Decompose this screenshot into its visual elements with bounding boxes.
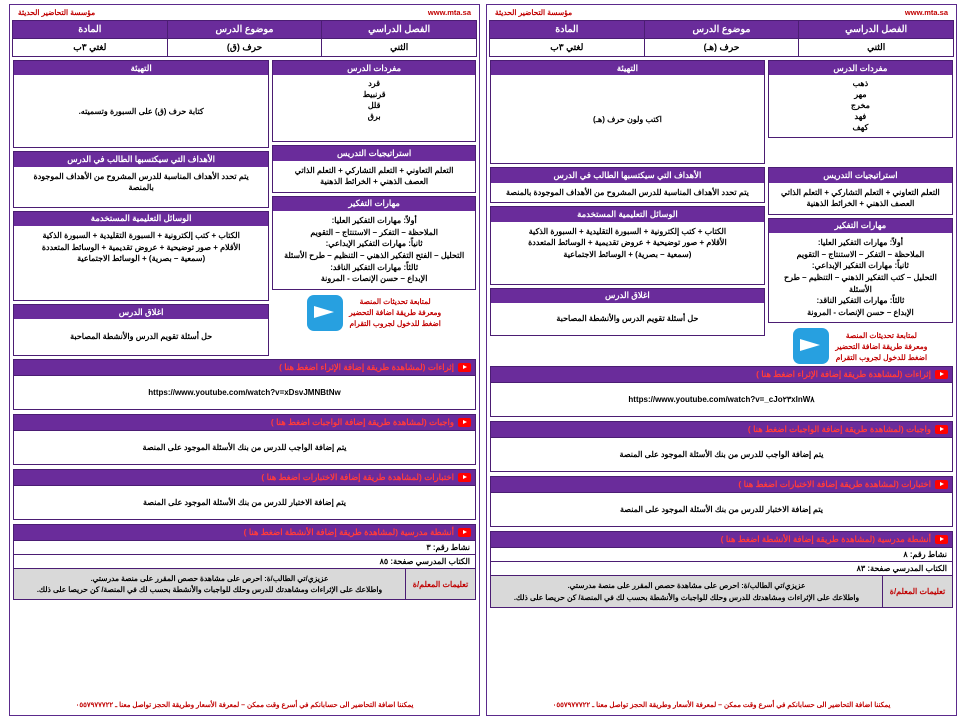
play-icon[interactable] xyxy=(458,473,471,482)
vocab-word: مهر xyxy=(854,90,867,100)
value-subject: لغتي ٣ب xyxy=(13,39,168,57)
vocab-title: مفردات الدرس xyxy=(769,61,952,75)
header-subject: المادة xyxy=(490,21,645,39)
vocab-box xyxy=(272,60,476,142)
site-url[interactable]: www.mta.sa xyxy=(904,8,948,17)
right-stack xyxy=(490,167,765,338)
header-subject: المادة xyxy=(13,21,168,39)
tahyia-title: التهيئة xyxy=(491,61,764,75)
sheet-footer: يمكننا اضافة التحاضير الى حسابانكم في أسرع وقت ممكن – لمعرفة الأسعار وطريقة الحجز تواصل معنا ـ ٠٥٥٧٩٧٧٧٢٢ xyxy=(552,702,891,710)
tests-header[interactable] xyxy=(490,476,953,493)
vocab-word: ذهب xyxy=(852,79,869,89)
strategies-box xyxy=(768,167,953,215)
teacher-instructions-label: تعليمات المعلم/ة xyxy=(405,569,475,600)
play-icon[interactable] xyxy=(935,535,948,544)
media-box xyxy=(490,206,765,284)
goals-body: يتم تحدد الأهداف المناسبة للدرس المشروح من الأهداف الموجودة بالمنصة xyxy=(33,171,249,193)
telegram-line-2: ومعرفة طريقة اضافة التحضير xyxy=(349,308,442,318)
activities-title: أنشطة مدرسية (لمشاهدة طريقة إضافة الأنشطة اضغط هنا ) xyxy=(720,534,931,545)
activity-page: الكتاب المدرسي صفحة: ٨٥ xyxy=(379,556,470,566)
tests-body: يتم إضافة الاختبار للدرس من بنك الأسئلة الموجود على المنصة xyxy=(490,493,953,527)
table-header-row xyxy=(13,21,477,39)
vocab-words xyxy=(769,75,952,137)
tahyia-body: اكتب ولون حرف (هـ) xyxy=(593,114,662,124)
tests-section xyxy=(490,476,953,527)
vocab-box xyxy=(768,60,953,138)
spacer xyxy=(13,604,476,698)
sheet-footer: يمكننا اضافة التحاضير الى حسابانكم في أسرع وقت ممكن – لمعرفة الأسعار وطريقة الحجز تواصل معنا ـ ٠٥٥٧٩٧٧٧٢٢ xyxy=(75,702,414,710)
table-value-row xyxy=(490,39,954,57)
goals-body: يتم تحدد الأهداف المناسبة للدرس المشروح من الأهداف الموجودة بالمنصة xyxy=(505,187,749,197)
closing-body: حل أسئلة تقويم الدرس والأنشطة المصاحبة xyxy=(70,332,213,342)
vocab-column xyxy=(768,60,953,141)
thinking-title: مهارات التفكير xyxy=(273,197,475,211)
org-name: مؤسسة التحاضير الحديثة xyxy=(18,8,96,17)
tahyia-body: كتابة حرف (ق) على السبورة وتسميته. xyxy=(78,106,204,116)
vocab-word: قرد xyxy=(368,79,381,89)
media-box xyxy=(13,211,269,301)
media-title: الوسائل التعليمية المستخدمة xyxy=(14,212,268,226)
header-lesson: موضوع الدرس xyxy=(644,21,799,39)
closing-box xyxy=(13,304,269,356)
homework-header[interactable] xyxy=(490,421,953,438)
activity-number: نشاط رقم: ٣ xyxy=(14,541,475,555)
teacher-instructions-label: تعليمات المعلم/ة xyxy=(882,576,952,607)
thinking-body: أولاً: مهارات التفكير العليا: الملاحظة – التفكر – الاستنتاج – التقويم ثانياً: مهارات التفكير الإبداعي: التحليل – الفتح التفكير الذهني – التنظيم – طرح الأسئلة ثالثاً: مهارات التفكير الناقد: الإبداع – حسن الإنصات - المرونة xyxy=(284,216,465,284)
teacher-instructions xyxy=(13,569,476,601)
vocab-column xyxy=(272,60,476,333)
goals-box xyxy=(13,151,269,207)
telegram-text xyxy=(835,330,927,364)
homework-body: يتم إضافة الواجب للدرس من بنك الأسئلة الموجود على المنصة xyxy=(13,431,476,465)
teacher-instructions-body: عزيزي/تي الطالب/ة: احرص على مشاهدة حصص المقرر على منصة مدرستي. واطلاعك على الإثراءات ومشاهدتك للدرس وحلك للواجبات والأنشطة بحسب لك في المنصة/ كن حريصا على ذلك. xyxy=(491,576,882,607)
enrichment-title: إثراءات (لمشاهدة طريقة إضافة الإثراء اضغط هنا ) xyxy=(756,369,931,380)
play-icon[interactable] xyxy=(458,528,471,537)
homework-section xyxy=(490,421,953,472)
thinking-box xyxy=(272,196,476,290)
vocab-word: فهد xyxy=(854,111,867,121)
thinking-body: أولاً: مهارات التفكير العليا: الملاحظة – التفكر – الاستنتاج – التقويم ثانياً: مهارات التفكير الإبداعي: التحليل – كتب التفكير الذهني – التنظيم – طرح الأسئلة ثالثاً: مهارات التفكير الناقد: الإبداع – حسن الإنصات - المرونة xyxy=(783,238,937,317)
telegram-line-1: لمتابعة تحديثات المنصة xyxy=(359,296,431,306)
play-icon[interactable] xyxy=(935,425,948,434)
activity-number: نشاط رقم: ٨ xyxy=(491,548,952,562)
tests-title: اختبارات (لمشاهدة طريقة إضافة الاختبارات اضغط هنا ) xyxy=(738,479,931,490)
enrichment-body[interactable]: https://www.youtube.com/watch?v=xDsvJMNBtNw xyxy=(13,376,476,410)
lesson-sheet-right xyxy=(486,4,957,716)
sheet-body xyxy=(489,57,954,713)
lesson-info-table xyxy=(12,20,477,57)
top-two-columns xyxy=(13,60,476,359)
strategies-box xyxy=(272,145,476,193)
vocab-title: مفردات الدرس xyxy=(273,61,475,75)
thinking-title: مهارات التفكير xyxy=(769,219,952,233)
homework-header[interactable] xyxy=(13,414,476,431)
play-icon[interactable] xyxy=(935,480,948,489)
vocab-word: برق xyxy=(367,111,381,121)
vocab-words xyxy=(273,75,475,141)
homework-title: واجبات (لمشاهدة طريقة إضافة الواجبات اضغط هنا ) xyxy=(270,416,454,427)
vocab-word: قلل xyxy=(367,100,381,110)
activities-lines xyxy=(490,548,953,576)
enrichment-section xyxy=(490,366,953,417)
sheet-top-bar xyxy=(489,7,954,20)
enrichment-header[interactable] xyxy=(490,366,953,383)
sheet-body xyxy=(12,57,477,713)
teacher-instructions-body: عزيزي/تي الطالب/ة: احرص على مشاهدة حصص المقرر على منصة مدرستي. واطلاعك على الإثراءات ومشاهدتك للدرس وحلك للواجبات والأنشطة بحسب لك في المنصة/ كن حريصا على ذلك. xyxy=(14,569,405,600)
media-body: الكتاب + كتب إلكترونية + السبورة التقليدية + السبورة الذكية الأقلام + صور توضيحية + عروض تقديمية + الوسائط المتعددة (سمعية – بصرية) + الوسائط الاجتماعية xyxy=(528,226,727,259)
strategies-body: التعلم التعاوني + التعلم التشاركي + التعلم الذاتي العصف الذهني + الخرائط الذهنية xyxy=(781,187,940,209)
lesson-info-table xyxy=(489,20,954,57)
closing-title: اغلاق الدرس xyxy=(491,289,764,303)
vocab-word: كهف xyxy=(852,122,869,132)
enrichment-title: إثراءات (لمشاهدة طريقة إضافة الإثراء اضغط هنا ) xyxy=(279,361,454,372)
strategies-title: استراتيجيات التدريس xyxy=(273,146,475,160)
tahyia-column xyxy=(490,60,765,167)
header-lesson: موضوع الدرس xyxy=(167,21,322,39)
telegram-line-1: لمتابعة تحديثات المنصة xyxy=(845,330,917,340)
play-icon[interactable] xyxy=(458,418,471,427)
telegram-block[interactable] xyxy=(768,326,953,366)
activity-page: الكتاب المدرسي صفحة: ٨٣ xyxy=(856,564,947,574)
teacher-instructions xyxy=(490,576,953,608)
org-name: مؤسسة التحاضير الحديثة xyxy=(495,8,573,17)
enrichment-body[interactable]: https://www.youtube.com/watch?v=_cJo۲۳xlnW۸ xyxy=(490,383,953,417)
right-column xyxy=(13,60,269,359)
lesson-sheet-left xyxy=(9,4,480,716)
vocab-word: مخرج xyxy=(850,100,870,110)
closing-title: اغلاق الدرس xyxy=(14,305,268,319)
value-lesson: حرف (هـ) xyxy=(644,39,799,57)
strategies-goals-row xyxy=(490,167,953,366)
table-header-row xyxy=(490,21,954,39)
tahyia-title: التهيئة xyxy=(14,61,268,75)
strategies-title: استراتيجيات التدريس xyxy=(769,168,952,182)
tests-title: اختبارات (لمشاهدة طريقة إضافة الاختبارات اضغط هنا ) xyxy=(261,471,454,482)
goals-title: الأهداف التي سيكتسبها الطالب في الدرس xyxy=(14,152,268,166)
site-url[interactable]: www.mta.sa xyxy=(427,8,471,17)
table-value-row xyxy=(13,39,477,57)
telegram-line-2: ومعرفة طريقة اضافة التحضير xyxy=(835,341,928,351)
enrichment-section xyxy=(13,359,476,410)
tests-body: يتم إضافة الاختبار للدرس من بنك الأسئلة الموجود على المنصة xyxy=(13,486,476,520)
left-stack xyxy=(768,167,953,366)
activities-header[interactable] xyxy=(13,524,476,541)
activities-section xyxy=(490,531,953,608)
telegram-line-3: اضغط للدخول لجروب التقرام xyxy=(835,353,928,362)
goals-box xyxy=(490,167,765,203)
media-body: الكتاب + كتب إلكترونية + السبورة التقليدية + السبورة الذكية الأقلام + صور توضيحية + عروض تقديمية + الوسائط المتعددة (سمعية – بصرية) + الوسائط الاجتماعية xyxy=(41,231,241,264)
top-two-columns xyxy=(490,60,953,167)
activities-lines xyxy=(13,541,476,569)
tests-section xyxy=(13,469,476,520)
header-term: الفصل الدراسي xyxy=(322,21,477,39)
sheet-top-bar xyxy=(12,7,477,20)
homework-body: يتم إضافة الواجب للدرس من بنك الأسئلة الموجود على المنصة xyxy=(490,438,953,472)
telegram-icon[interactable] xyxy=(307,295,343,331)
tests-header[interactable] xyxy=(13,469,476,486)
value-lesson: حرف (ق) xyxy=(167,39,322,57)
telegram-line-3: اضغط للدخول لجروب التقرام xyxy=(349,319,441,329)
telegram-text xyxy=(349,296,441,330)
vocab-word: قرنبيط xyxy=(362,90,386,100)
header-term: الفصل الدراسي xyxy=(799,21,954,39)
closing-box xyxy=(490,288,765,336)
activities-header[interactable] xyxy=(490,531,953,548)
tahyia-box xyxy=(13,60,269,148)
goals-title: الأهداف التي سيكتسبها الطالب في الدرس xyxy=(491,168,764,182)
value-subject: لغتي ٣ب xyxy=(490,39,645,57)
tahyia-box xyxy=(490,60,765,164)
strategies-body: التعلم التعاوني + التعلم التشاركي + التعلم الذاتي العصف الذهني + الخرائط الذهنية xyxy=(294,165,454,187)
value-term: الثني xyxy=(799,39,954,57)
telegram-block[interactable] xyxy=(272,293,476,333)
homework-title: واجبات (لمشاهدة طريقة إضافة الواجبات اضغط هنا ) xyxy=(747,424,931,435)
activities-section xyxy=(13,524,476,601)
play-icon[interactable] xyxy=(935,370,948,379)
value-term: الثني xyxy=(322,39,477,57)
spacer xyxy=(490,612,953,698)
closing-body: حل أسئلة تقويم الدرس والأنشطة المصاحبة xyxy=(556,313,699,323)
play-icon[interactable] xyxy=(458,363,471,372)
telegram-icon[interactable] xyxy=(793,328,829,364)
thinking-box xyxy=(768,218,953,324)
media-title: الوسائل التعليمية المستخدمة xyxy=(491,207,764,221)
enrichment-header[interactable] xyxy=(13,359,476,376)
homework-section xyxy=(13,414,476,465)
activities-title: أنشطة مدرسية (لمشاهدة طريقة إضافة الأنشطة اضغط هنا ) xyxy=(243,526,454,537)
